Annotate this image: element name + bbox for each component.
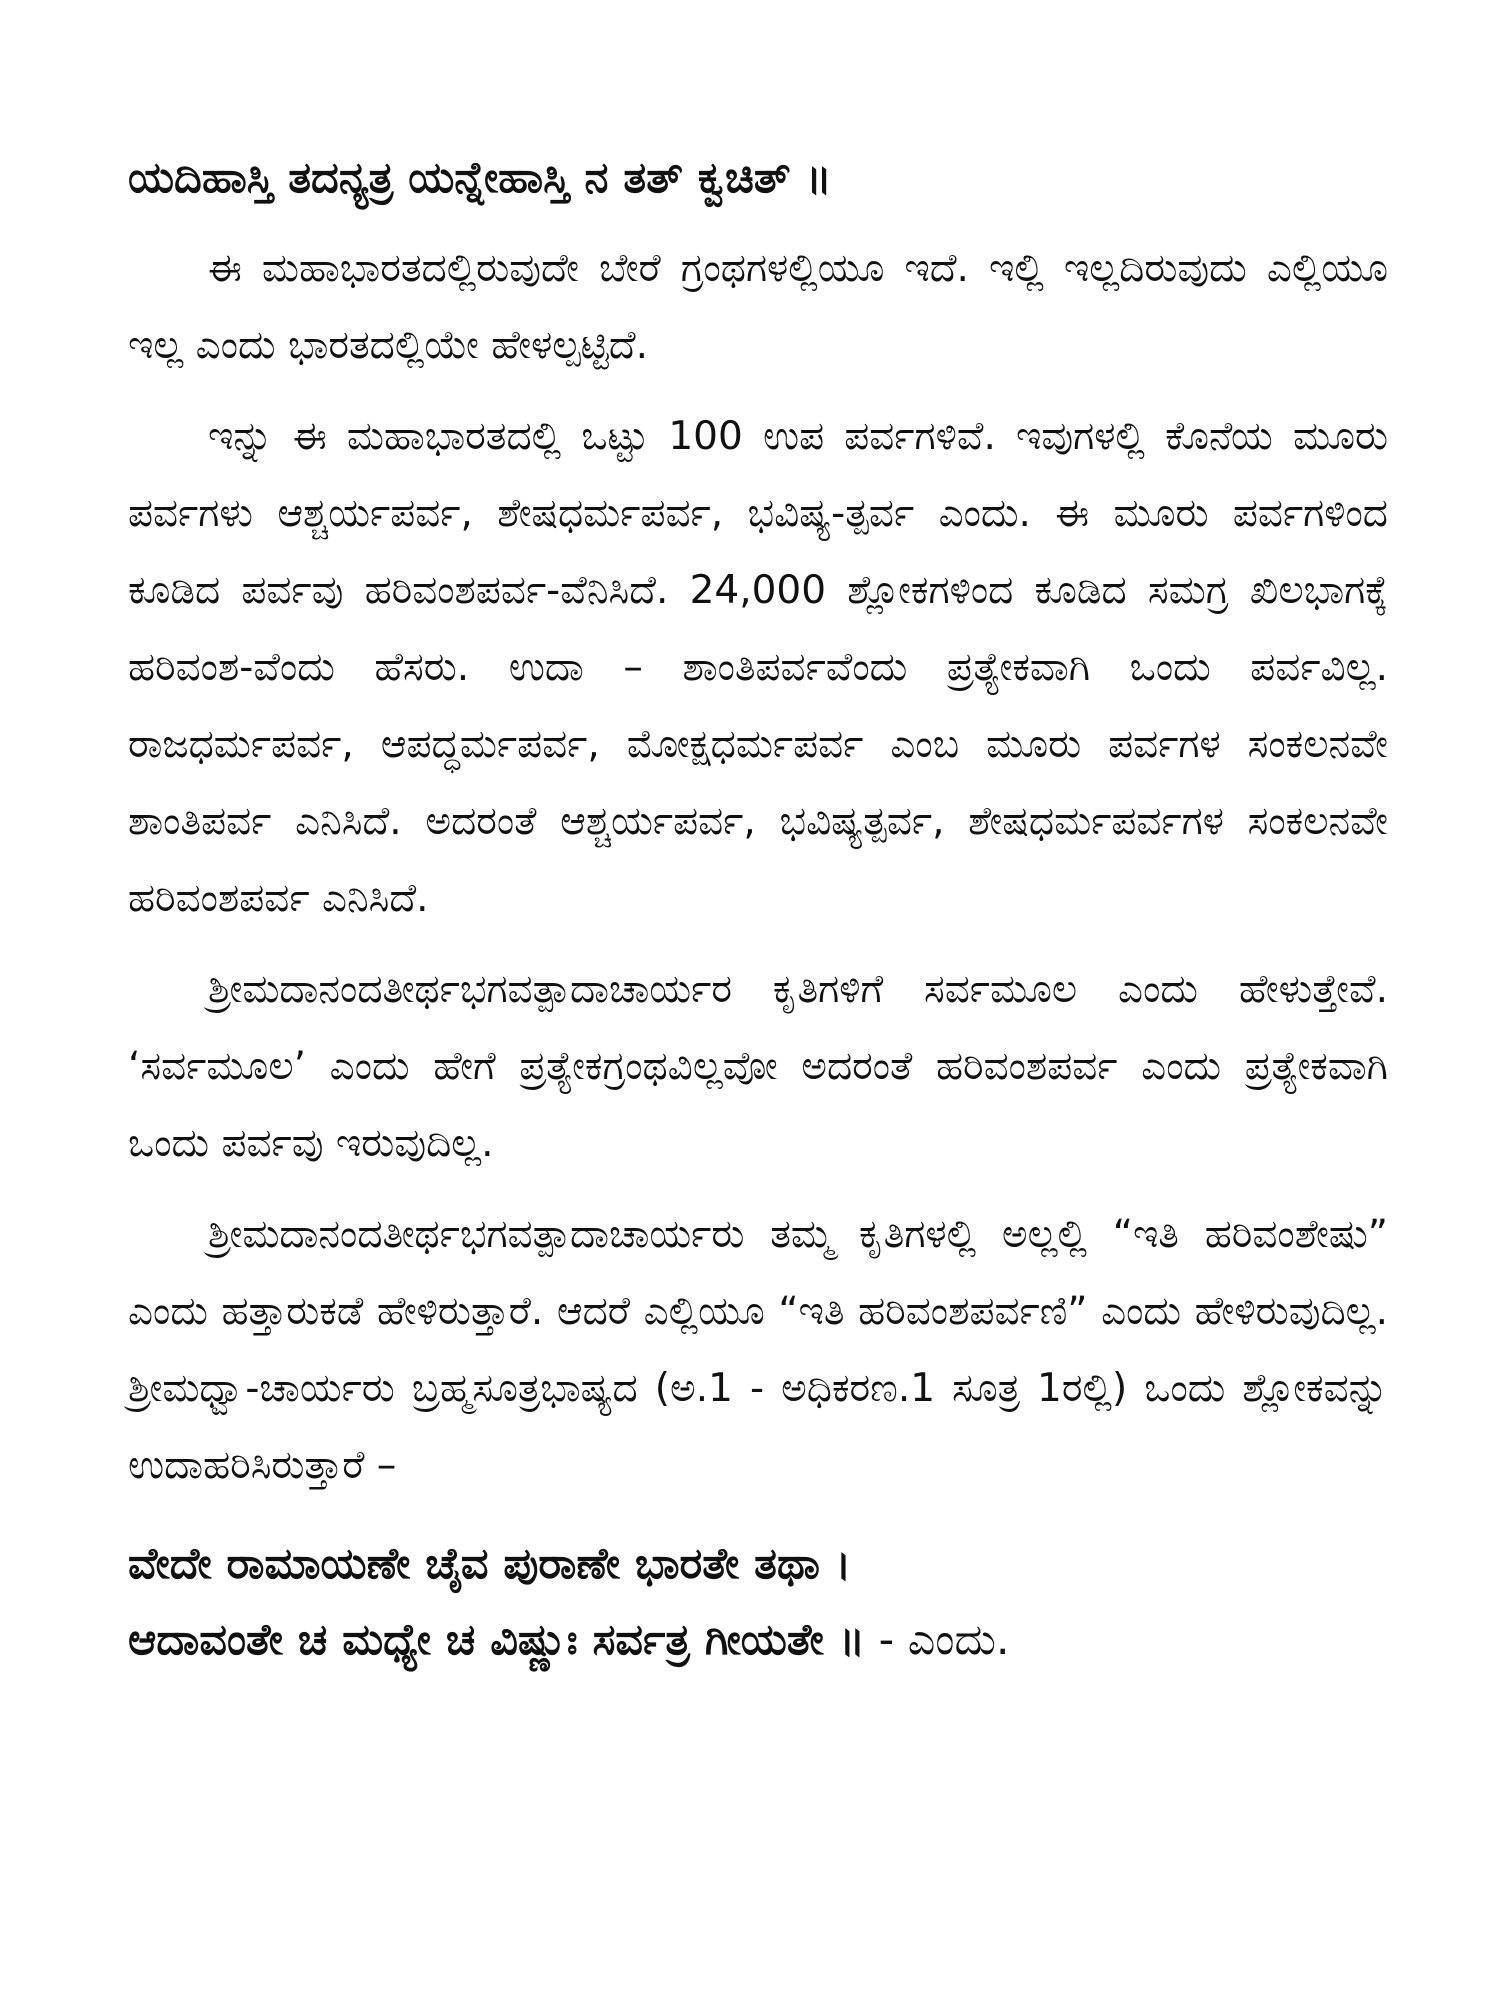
opening-verse: ಯದಿಹಾಸ್ತಿ ತದನ್ಯತ್ರ ಯನ್ನೇಹಾಸ್ತಿ ನ ತತ್ ಕ್ವಚಿತ್ ॥	[128, 153, 832, 203]
closing-verse	[128, 1526, 1388, 1678]
paragraph-1: ಈ ಮಹಾಭಾರತದಲ್ಲಿರುವುದೇ ಬೇರೆ ಗ್ರಂಥಗಳಲ್ಲಿಯೂ ಇದೆ. ಇಲ್ಲಿ ಇಲ್ಲದಿರುವುದು ಎಲ್ಲಿಯೂ ಇಲ್ಲ ಎಂದು ಭಾರತದಲ್ಲಿಯೇ ಹೇಳಲ್ಪಟ್ಟಿದೆ.	[128, 246, 1388, 368]
paragraph-2: ಇನ್ನು ಈ ಮಹಾಭಾರತದಲ್ಲಿ ಒಟ್ಟು 100 ಉಪ ಪರ್ವಗಳಿವೆ. ಇವುಗಳಲ್ಲಿ ಕೊನೆಯ ಮೂರು ಪರ್ವಗಳು ಆಶ್ಚರ್ಯಪರ್ವ, ಶೇಷಧರ್ಮಪರ್ವ, ಭವಿಷ್ಯ-ತ್ಪರ್ವ ಎಂದು. ಈ ಮೂರು ಪರ್ವಗಳಿಂದ ಕೂಡಿದ ಪರ್ವವು ಹರಿವಂಶಪರ್ವ-ವೆನಿಸಿದೆ. 24,000 ಶ್ಲೋಕಗಳಿಂದ ಕೂಡಿದ ಸಮಗ್ರ ಖಿಲಭಾಗಕ್ಕೆ ಹರಿವಂಶ-ವೆಂದು ಹೆಸರು. ಉದಾ – ಶಾಂತಿಪರ್ವವೆಂದು ಪ್ರತ್ಯೇಕವಾಗಿ ಒಂದು ಪರ್ವವಿಲ್ಲ. ರಾಜಧರ್ಮಪರ್ವ, ಆಪದ್ಧರ್ಮಪರ್ವ, ಮೋಕ್ಷಧರ್ಮಪರ್ವ ಎಂಬ ಮೂರು ಪರ್ವಗಳ ಸಂಕಲನವೇ ಶಾಂತಿಪರ್ವ ಎನಿಸಿದೆ. ಅದರಂತೆ ಆಶ್ಚರ್ಯಪರ್ವ, ಭವಿಷ್ಯತ್ಪರ್ವ, ಶೇಷಧರ್ಮಪರ್ವಗಳ ಸಂಕಲನವೇ ಹರಿವಂಶಪರ್ವ ಎನಿಸಿದೆ.	[128, 414, 1388, 921]
document-page	[128, 140, 1388, 1678]
closing-verse-line-2-tail: - ಎಂದು.	[864, 1615, 1010, 1665]
closing-verse-line-2-text: ಆದಾವಂತೇ ಚ ಮಧ್ಯೇ ಚ ವಿಷ್ಣುಃ ಸರ್ವತ್ರ ಗೀಯತೇ ॥	[128, 1615, 865, 1665]
closing-verse-line-2	[128, 1602, 1388, 1678]
closing-verse-line-1: ವೇದೇ ರಾಮಾಯಣೇ ಚೈವ ಪುರಾಣೇ ಭಾರತೇ ತಥಾ ।	[128, 1539, 852, 1589]
paragraph-3: ಶ್ರೀಮದಾನಂದತೀರ್ಥಭಗವತ್ಪಾದಾಚಾರ್ಯರ ಕೃತಿಗಳಿಗೆ ಸರ್ವಮೂಲ ಎಂದು ಹೇಳುತ್ತೇವೆ. ‘ಸರ್ವಮೂಲ’ ಎಂದು ಹೇಗೆ ಪ್ರತ್ಯೇಕಗ್ರಂಥವಿಲ್ಲವೋ ಅದರಂತೆ ಹರಿವಂಶಪರ್ವ ಎಂದು ಪ್ರತ್ಯೇಕವಾಗಿ ಒಂದು ಪರ್ವವು ಇರುವುದಿಲ್ಲ.	[128, 967, 1388, 1166]
paragraph-4: ಶ್ರೀಮದಾನಂದತೀರ್ಥಭಗವತ್ಪಾದಾಚಾರ್ಯರು ತಮ್ಮ ಕೃತಿಗಳಲ್ಲಿ ಅಲ್ಲಲ್ಲಿ “ಇತಿ ಹರಿವಂಶೇಷು” ಎಂದು ಹತ್ತಾರುಕಡೆ ಹೇಳಿರುತ್ತಾರೆ. ಆದರೆ ಎಲ್ಲಿಯೂ “ಇತಿ ಹರಿವಂಶಪರ್ವಣಿ” ಎಂದು ಹೇಳಿರುವುದಿಲ್ಲ. ಶ್ರೀಮಧ್ವಾ-ಚಾರ್ಯರು ಬ್ರಹ್ಮಸೂತ್ರಭಾಷ್ಯದ (ಅ.1 - ಅಧಿಕರಣ.1 ಸೂತ್ರ 1ರಲ್ಲಿ) ಒಂದು ಶ್ಲೋಕವನ್ನು ಉದಾಹರಿಸಿರುತ್ತಾರೆ –	[128, 1212, 1388, 1488]
